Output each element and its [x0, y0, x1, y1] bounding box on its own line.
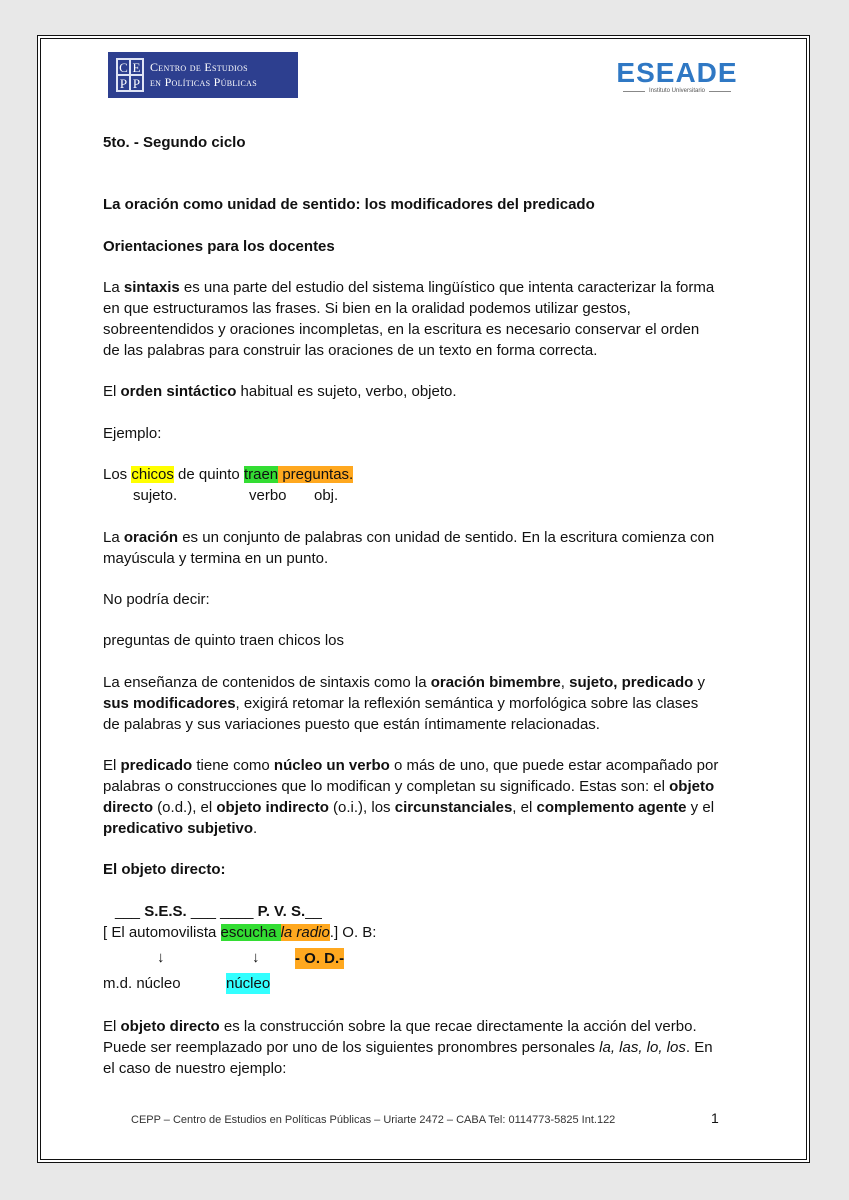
od-heading: El objeto directo: [103, 861, 226, 878]
cepp-name [150, 60, 257, 90]
paragraph-ensenanza: La enseñanza de contenidos de sintaxis como la oración bimembre, sujeto, predicado y sus modificadores, exigirá retomar la reflexión semántica y morfológica sobre las clases de palabras y sus variaciones puesto que están íntimamente relacionadas. [103, 674, 705, 733]
md-nucleo-label: m.d. núcleo [103, 975, 181, 992]
arrow-down-icon: ↓ [157, 949, 165, 966]
page-footer: CEPP – Centro de Estudios en Políticas Públicas – Uriarte 2472 – CABA Tel: 0114773-5825 Int.122 [131, 1114, 616, 1126]
ejemplo-label: Ejemplo: [103, 425, 162, 442]
grade-label: 5to. - Segundo ciclo [103, 134, 246, 151]
document-subtitle: Orientaciones para los docentes [103, 238, 335, 255]
paragraph-orden: El orden sintáctico habitual es sujeto, verbo, objeto. [103, 383, 457, 400]
cepp-letter: C [117, 59, 130, 75]
label-sujeto: sujeto. [133, 487, 178, 504]
paragraph-1: La sintaxis es una parte del estudio del sistema lingüístico que intenta caracterizar la forma en que estructuramos las frases. Si bien en la oralidad podemos utilizar gestos, sobreentendidos y oraciones incompletas, en la escritura es necesario conservar el orden de las palabras para construir las oraciones de un texto en forma correcta. [103, 279, 715, 359]
page-number: 1 [711, 1110, 719, 1126]
cepp-letter: P [117, 75, 130, 91]
paragraph-predicado: El predicado tiene como núcleo un verbo o más de uno, que puede estar acompañado por palabras o construcciones que lo modifican y completan su significado. Estas son: el objeto directo (o.d.), el objeto indirecto (o.i.), los circunstanciales, el complemento agente y el predicativo subjetivo. [103, 757, 719, 837]
label-verbo: verbo [249, 487, 287, 504]
diagram-sentence: [ El automovilista escucha la radio.] O. B: [103, 924, 377, 941]
cepp-letter: E [130, 59, 143, 75]
document-title: La oración como unidad de sentido: los modificadores del predicado [103, 196, 595, 213]
cepp-line-1: Centro de Estudios [150, 60, 248, 74]
eseade-tagline [612, 88, 742, 94]
cepp-logo [108, 52, 298, 98]
example-sentence: Los chicos de quinto traen preguntas. [103, 466, 354, 483]
eseade-wordmark: ESEADE [616, 57, 738, 88]
eseade-subtitle: Instituto Universitario [648, 88, 706, 94]
eseade-logo [612, 58, 742, 100]
paragraph-oracion: La oración es un conjunto de palabras con unidad de sentido. En la escritura comienza con mayúscula y termina en un punto. [103, 529, 715, 567]
diagram-top-row: ___ S.E.S. ___ ____ P. V. S.__ [115, 903, 322, 920]
label-objeto: obj. [314, 487, 339, 504]
cepp-line-2: en Políticas Públicas [150, 75, 257, 89]
arrow-down-icon: ↓ [252, 949, 260, 966]
nucleo-label: núcleo [226, 975, 271, 992]
od-tag: - O. D.- [295, 950, 345, 967]
bad-example: preguntas de quinto traen chicos los [103, 632, 344, 649]
no-podria-label: No podría decir: [103, 591, 210, 608]
cepp-monogram [116, 58, 144, 92]
cepp-letter: P [130, 75, 143, 91]
paragraph-objeto-directo: El objeto directo es la construcción sobre la que recae directamente la acción del verbo. Puede ser reemplazado por uno de los siguientes pronombres personales la, las, lo, los. En el caso de nuestro ejemplo: [103, 1018, 713, 1077]
